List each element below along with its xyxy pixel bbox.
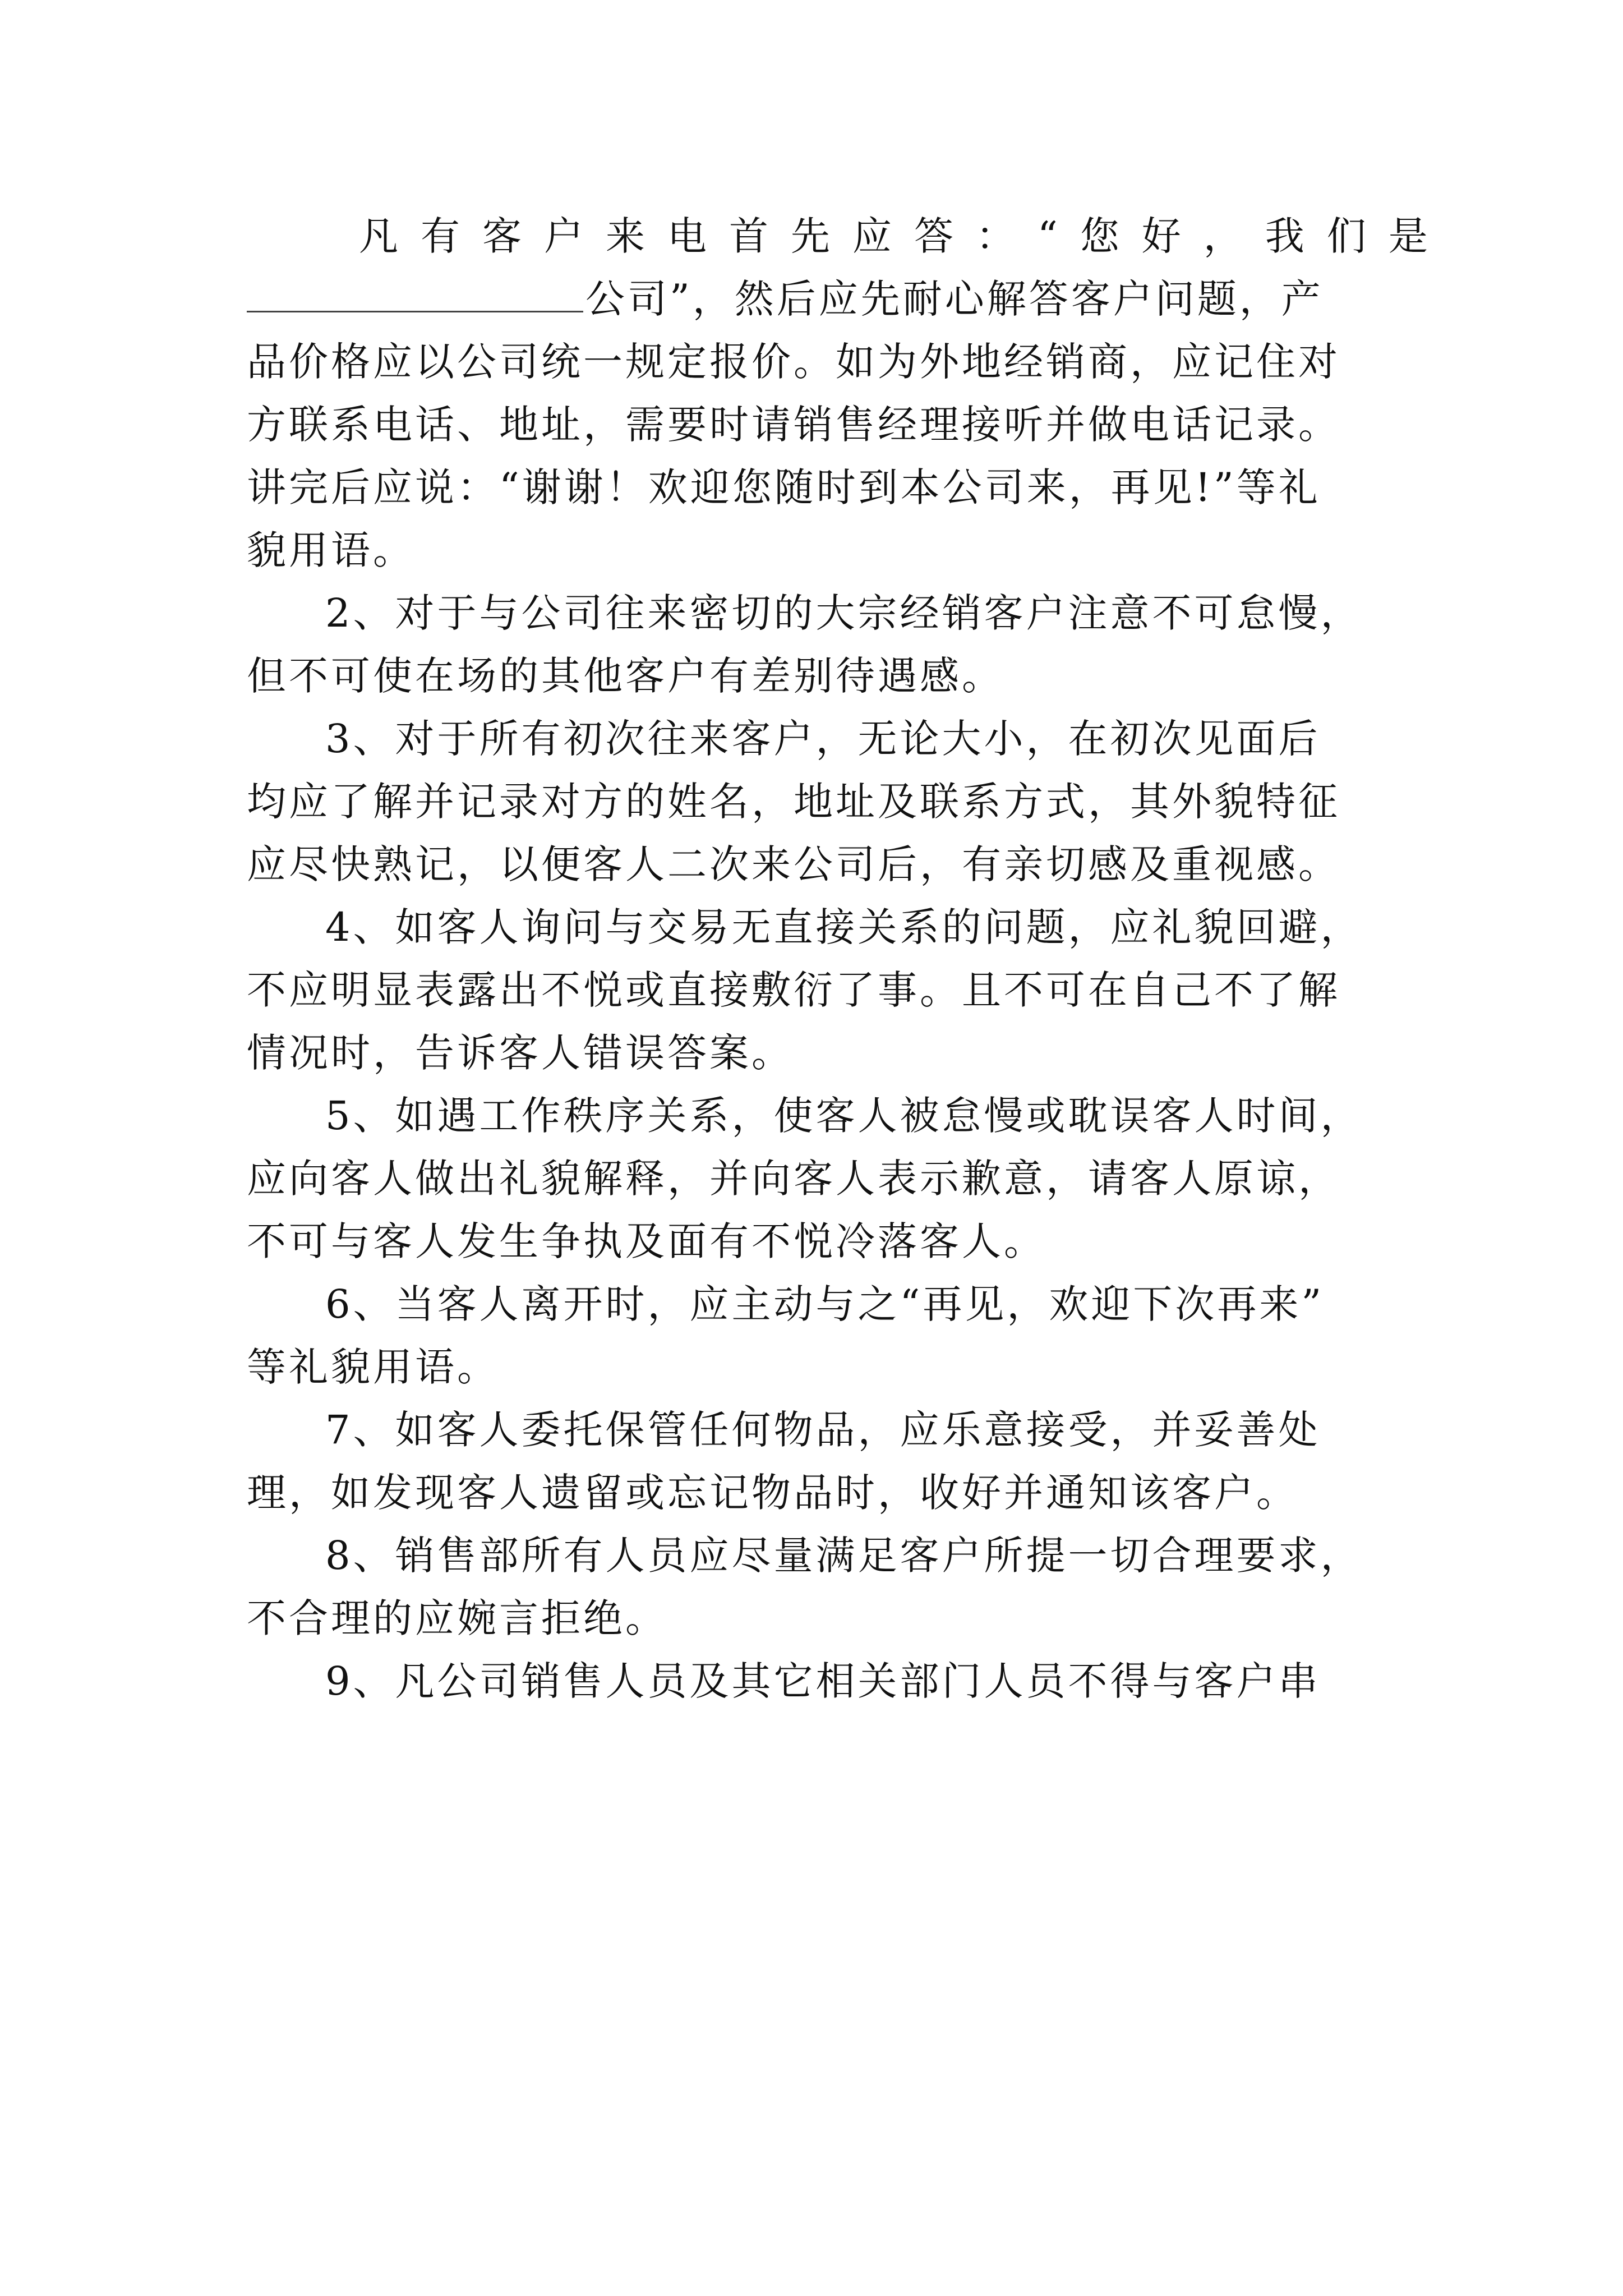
text-line: 品价格应以公司统一规定报价。如为外地经销商，应记住对 (247, 339, 1340, 385)
fill-in-blank (247, 270, 583, 312)
text-line: 5、如遇工作秩序关系，使客人被怠慢或耽误客人时间， (325, 1093, 1363, 1139)
text-line: 情况时，告诉客人错误答案。 (247, 1030, 794, 1076)
text-line-with-blank (247, 268, 1368, 330)
text-line: 方联系电话、地址，需要时请销售经理接听并做电话记录。 (247, 402, 1340, 448)
paragraph-9 (247, 1650, 1368, 1713)
paragraph-8 (247, 1524, 1368, 1650)
text-line: 讲完后应说：“谢谢！欢迎您随时到本公司来，再见!”等礼 (247, 464, 1321, 510)
text-line: 2、对于与公司往来密切的大宗经销客户注意不可怠慢， (325, 590, 1363, 636)
paragraph-4 (247, 896, 1368, 1084)
text-line: 凡有客户来电首先应答：“您好，我们是 (359, 213, 1450, 259)
text-line: 不合理的应婉言拒绝。 (247, 1595, 667, 1641)
text-line: 公司”，然后应先耐心解答客户问题，产 (585, 276, 1324, 322)
text-line: 等礼貌用语。 (247, 1344, 499, 1390)
text-line: 应尽快熟记，以便客人二次来公司后，有亲切感及重视感。 (247, 841, 1340, 887)
paragraph-1 (247, 205, 1450, 582)
paragraph-2 (247, 582, 1368, 707)
text-line: 不应明显表露出不悦或直接敷衍了事。且不可在自己不了解 (247, 967, 1340, 1013)
text-line: 4、如客人询问与交易无直接关系的问题，应礼貌回避， (325, 904, 1363, 950)
text-line: 应向客人做出礼貌解释，并向客人表示歉意，请客人原谅， (247, 1156, 1340, 1202)
text-line: 均应了解并记录对方的姓名，地址及联系方式，其外貌特征 (247, 779, 1340, 825)
text-line: 貌用语。 (247, 527, 415, 573)
text-line: 9、凡公司销售人员及其它相关部门人员不得与客户串 (325, 1658, 1321, 1704)
text-line: 3、对于所有初次往来客户，无论大小，在初次见面后 (325, 716, 1321, 762)
text-line: 7、如客人委托保管任何物品，应乐意接受，并妥善处 (325, 1407, 1321, 1453)
paragraph-5 (247, 1084, 1368, 1273)
text-line: 理，如发现客人遗留或忘记物品时，收好并通知该客户。 (247, 1470, 1298, 1516)
paragraph-6 (247, 1273, 1368, 1398)
paragraph-3 (247, 707, 1368, 896)
text-line: 不可与客人发生争执及面有不悦冷落客人。 (247, 1218, 1046, 1264)
text-line: 8、销售部所有人员应尽量满足客户所提一切合理要求， (325, 1533, 1363, 1579)
paragraph-7 (247, 1398, 1368, 1524)
document-body (247, 205, 1450, 1713)
text-line: 但不可使在场的其他客户有差别待遇感。 (247, 653, 1004, 699)
text-line: 6、当客人离开时，应主动与之“再见，欢迎下次再来” (325, 1281, 1325, 1327)
